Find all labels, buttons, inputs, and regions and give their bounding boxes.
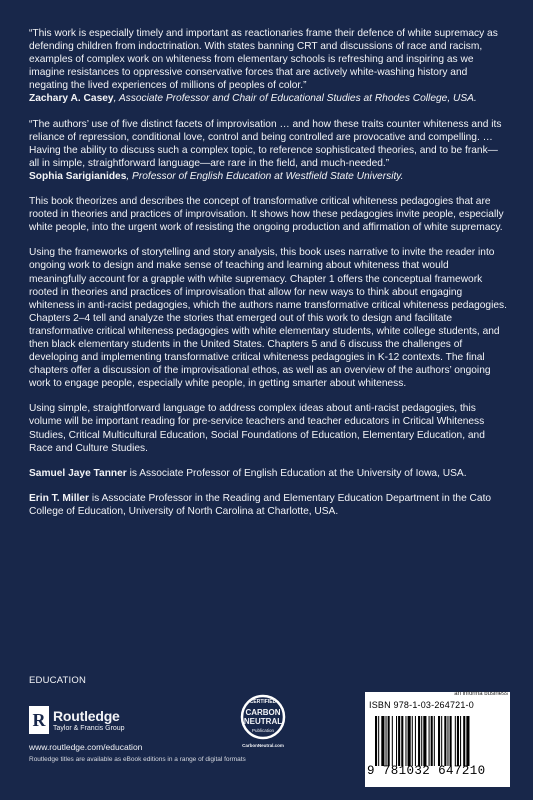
publisher-subtitle: Taylor & Francis Group (53, 725, 125, 732)
barcode-bar (392, 716, 393, 766)
description-paragraph-3: Using simple, straightforward language to address complex ideas about anti-racist pedagogies, this volume will be important reading for pre-service teachers and teacher educators in Critical Whiteness Studies, Critical Multicultural Education, Social Foundations of Education, Elementary Education, and Race and Culture Studies. (29, 403, 485, 454)
publisher-block (29, 706, 229, 750)
carbon-url-text: CarbonNeutral.com (242, 743, 284, 748)
publisher-name: Routledge (53, 708, 120, 724)
isbn-number: ISBN 978-1-03-264721-0 (369, 700, 474, 710)
author-bio-text: is Associate Professor of English Education at the University of Iowa, USA. (126, 467, 467, 479)
barcode-bar (460, 716, 461, 766)
barcode-bar (381, 716, 384, 766)
author-name: Erin T. Miller (29, 492, 90, 504)
endorser-title: , Professor of English Education at Westfield State University. (126, 170, 404, 182)
barcode-bar (375, 716, 377, 766)
barcode-bar (423, 716, 426, 766)
isbn-barcode-panel (365, 692, 510, 787)
barcode-bar (418, 716, 420, 766)
endorser-name: Zachary A. Casey (29, 93, 114, 105)
barcode-bar (386, 716, 387, 766)
barcode-bar (405, 716, 406, 766)
barcode-icon (375, 716, 503, 766)
barcode-bar (441, 716, 442, 766)
carbon-certified-text: CERTIFIED (249, 699, 277, 705)
barcode-bar (378, 716, 379, 766)
endorser-name: Sophia Sarigianides (29, 170, 127, 182)
barcode-bar (457, 716, 459, 766)
endorser-title: , Associate Professor and Chair of Educational Studies at Rhodes College, USA. (113, 93, 477, 105)
barcode-bar (463, 716, 465, 766)
barcode-digits: 9 781032 647210 (367, 764, 486, 778)
author-name: Samuel Jaye Tanner (29, 467, 127, 479)
barcode-bar (388, 716, 390, 766)
barcode-bar (438, 716, 440, 766)
back-cover-text (29, 27, 507, 518)
svg-text:R: R (32, 710, 46, 730)
endorsement-1 (29, 27, 507, 106)
carbon-main-text-1: CARBON (245, 708, 281, 717)
barcode-bar (450, 716, 452, 766)
author-bio-text: is Associate Professor in the Reading and Elementary Education Department in the Cato College of Education, University of North Carolina at Charlotte, USA. (29, 492, 492, 517)
barcode-bar (408, 716, 411, 766)
informa-tagline: an informa business (454, 691, 508, 697)
barcode-bar (398, 716, 400, 766)
carbon-sub-text: Publication (251, 728, 274, 733)
barcode-bar (421, 716, 422, 766)
subject-category: EDUCATION (29, 675, 87, 686)
barcode-bar (434, 716, 435, 766)
barcode-bar (396, 716, 397, 766)
endorsement-2 (29, 118, 507, 183)
routledge-logo-icon (29, 706, 49, 734)
carbon-neutral-badge (232, 694, 294, 756)
barcode-bar (466, 716, 469, 766)
carbon-main-text-2: NEUTRAL (243, 717, 283, 726)
author-bio-1 (29, 467, 507, 480)
author-bio-2 (29, 492, 507, 518)
description-paragraph-2: Using the frameworks of storytelling and story analysis, this book uses narrative to invite the reader into ongoing work to design and make sense of teaching and learning about whiteness that would meaningfully account for a grapple with white supremacy. Chapter 1 offers the conceptual framework rooted in theories and practices of improvisation that allow for new ways to think about engaging whiteness in anti-racist pedagogies, which the authors name transformative critical whiteness pedagogies. Chapters 2–4 tell and analyze the stories that emerged out of this work to design and facilitate transformative critical whiteness pedagogies with white elementary students, white college students, and then black elementary students in the United States. Chapters 5 and 6 discuss the challenges of developing and implementing transformative critical whiteness pedagogies in K-12 contexts. The final chapters offer a discussion of the improvisational ethos, as well as an overview of the authors’ ongoing work to engage people, especially white people, in getting smarter about whiteness. (29, 247, 507, 390)
barcode-bar (415, 716, 416, 766)
publisher-url: www.routledge.com/education (29, 742, 143, 752)
quote-attribution (29, 92, 507, 105)
barcode-bar (429, 716, 430, 766)
barcode-bar (401, 716, 403, 766)
barcode-bar (412, 716, 413, 766)
barcode-bar (447, 716, 448, 766)
barcode-bar (455, 716, 456, 766)
barcode-bar (444, 716, 446, 766)
barcode-bar (431, 716, 433, 766)
quote-attribution (29, 170, 507, 183)
quote-text: “This work is especially timely and important as reactionaries frame their defence of white supremacy as defending children from indoctrination. With states banning CRT and discussions of race and racism, examples of complex work on whiteness from elementary schools is refreshing and inspiring as we imagine resistances to oppressive conservative forces that are actively white-washing history and negating the lived experiences of millions of peoples of color.” (29, 28, 498, 92)
ebook-footnote: Routledge titles are available as eBook editions in a range of digital formats (29, 756, 246, 763)
description-paragraph-1: This book theorizes and describes the concept of transformative critical whiteness pedagogies that are rooted in theories and practices of improvisation. It shows how these pedagogies invite people, especially white people, into the urgent work of resisting the ongoing production and affirmation of white supremacy. (29, 196, 504, 234)
quote-text: “The authors’ use of five distinct facets of improvisation … and how these traits counter whiteness and its reliance of repression, conditional love, control and being controlled are provocative and compelling. … Having the ability to discuss such a complex topic, to reference sophisticated theories, and to be frank—all in simple, straightforward language—are rare in the field, and much-needed.” (29, 118, 502, 169)
